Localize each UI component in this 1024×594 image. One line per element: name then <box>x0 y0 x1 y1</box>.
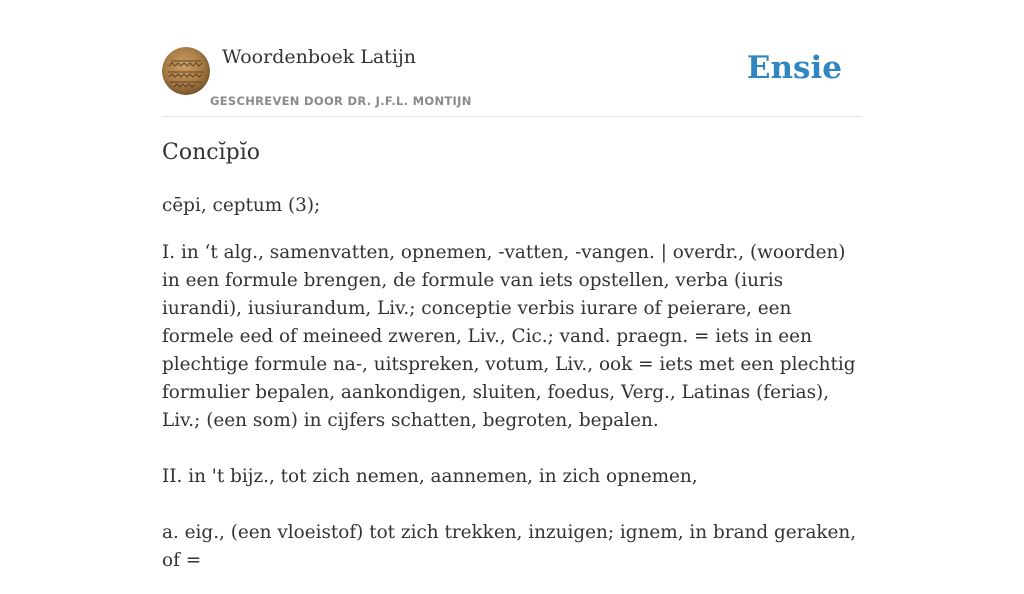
author-avatar[interactable] <box>162 47 210 95</box>
brand-logo-link[interactable]: Ensie <box>746 50 842 86</box>
entry-forms-text: cēpi, ceptum (3); <box>162 195 321 216</box>
page <box>162 0 862 571</box>
entry-title: Concĭpĭo <box>162 140 260 165</box>
dictionary-title[interactable]: Woordenboek Latijn <box>222 46 417 68</box>
entry-paragraph: II. in 't bijz., tot zich nemen, aannemen, in zich opnemen, <box>162 466 698 487</box>
author-line: GESCHREVEN DOOR DR. J.F.L. MONTIJN <box>210 94 472 108</box>
entry-paragraph: a. eig., (een vloeistof) tot zich trekken, inzuigen; ignem, in brand geraken, of = <box>162 522 857 571</box>
entry-paragraph: I. in ‘t alg., samenvatten, opnemen, -vatten, -vangen. | overdr., (woorden) in een formule brengen, de formule van iets opstellen, verba (iuris iurandi), iusiurandum, Liv.; conceptie verbis iurare of peierare, een formele eed of meineed zweren, Liv., Cic.; vand. praegn. = iets in een plechtige formule na-, uitspreken, votum, Liv., ook = iets met een plechtig formulier bepalen, aankondigen, sluiten, foedus, Verg., Latinas (ferias), Liv.; (een som) in cijfers schatten, begroten, bepalen. <box>162 242 856 431</box>
entry-forms <box>162 192 862 220</box>
entry-body <box>162 192 862 594</box>
inscription-coin-icon <box>162 47 210 95</box>
page-header <box>162 0 862 117</box>
